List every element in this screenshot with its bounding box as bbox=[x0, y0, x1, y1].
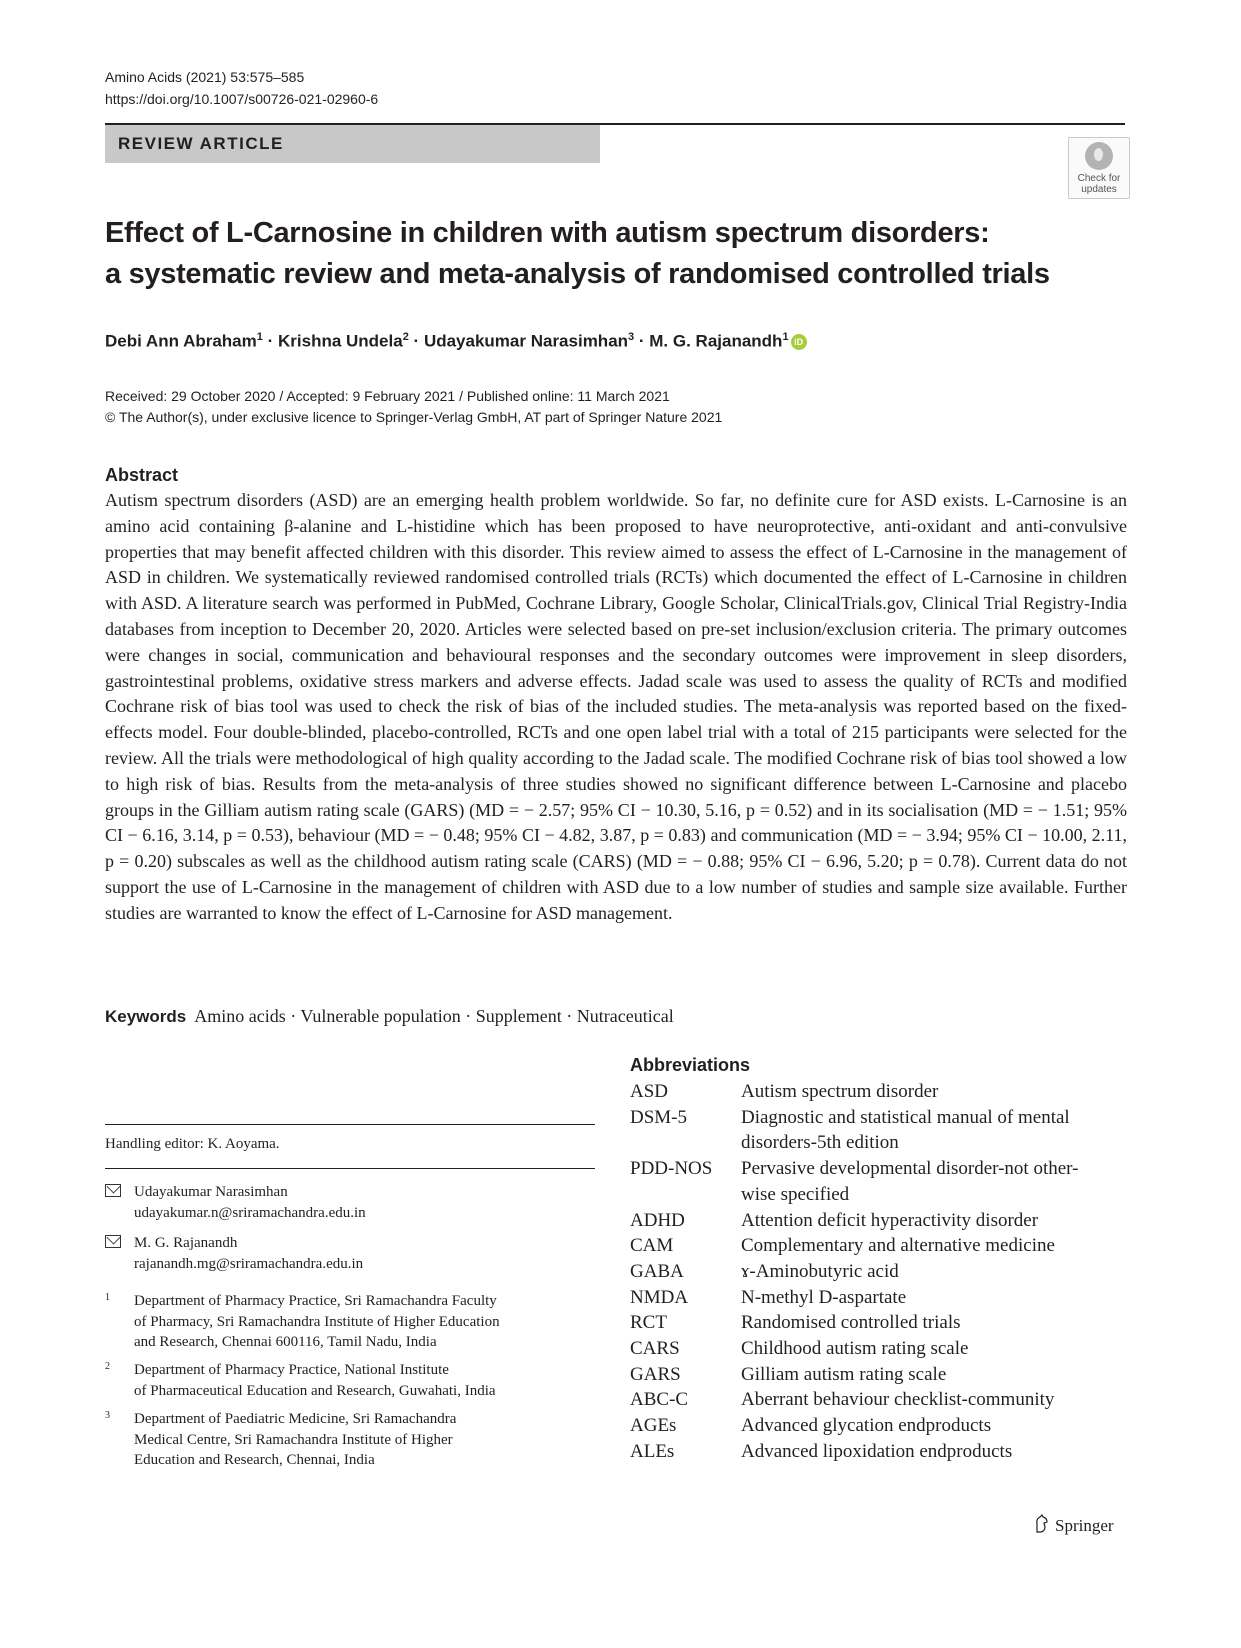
abbreviation-term: ALEs bbox=[630, 1440, 675, 1462]
abbreviation-term: PDD-NOS bbox=[630, 1158, 713, 1180]
definition-line: Attention deficit hyperactivity disorder bbox=[741, 1209, 1039, 1231]
definition-line: Aberrant behaviour checklist-community bbox=[741, 1389, 1055, 1411]
definition-line: Pervasive developmental disorder-not other- bbox=[741, 1158, 1079, 1180]
abbreviation-row bbox=[630, 1156, 1125, 1207]
abbreviation-row bbox=[630, 1310, 1125, 1336]
abbreviation-term: CAM bbox=[630, 1235, 674, 1257]
correspondence-name: Udayakumar Narasimhan bbox=[134, 1184, 288, 1200]
abbreviation-definition bbox=[741, 1208, 1125, 1234]
abbreviation-term: RCT bbox=[630, 1312, 667, 1334]
abstract-text: Autism spectrum disorders (ASD) are an emerging health problem worldwide. So far, no definite cure for ASD exists. L-Carnosine is an amino acid containing β-alanine and L-histidine which has been proposed to have neuroprotective, anti-oxidant and anti-convulsive properties that may benefit affected children with this disorder. This review aimed to assess the effect of L-Carnosine in the management of ASD in children. We systematically reviewed randomised controlled trials (RCTs) which documented the effect of L-Carnosine in children with ASD. A literature search was performed in PubMed, Cochrane Library, Google Scholar, ClinicalTrials.gov, Clinical Trial Registry-India databases from inception to December 20, 2020. Articles were selected based on pre-set inclusion/exclusion criteria. The primary outcomes were changes in social, communication and behavioural responses and the secondary outcomes were improvement in sleep disorders, gastrointestinal problems, oxidative stress markers and adverse effects. Jadad scale was used to assess the quality of RCTs and modified Cochrane risk of bias tool was used to check the risk of bias of the included studies. The meta-analysis was reported based on the fixed-effects model. Four double-blinded, placebo-controlled, RCTs and one open label trial with a total of 215 participants were selected for the review. All the trials were methodological of high quality according to the Jadad scale. The modified Cochrane risk of bias tool showed a low to high risk of bias. Results from the meta-analysis of three studies showed no significant difference between L-Carnosine and placebo groups in the Gilliam autism rating scale (GARS) (MD = − 2.57; 95% CI − 10.30, 5.16, p = 0.52) and in its socialisation (MD = − 1.51; 95% CI − 6.16, 3.14, p = 0.53), behaviour (MD = − 0.48; 95% CI − 4.82, 3.87, p = 0.83) and communication (MD = − 3.94; 95% CI − 10.00, 2.11, p = 0.20) subscales as well as the childhood autism rating scale (CARS) (MD = − 0.88; 95% CI − 6.96, 5.20; p = 0.78). Current data do not support the use of L-Carnosine in the management of children with ASD due to a low number of studies and sample size available. Further studies are warranted to know the effect of L-Carnosine for ASD management. bbox=[105, 490, 1127, 923]
envelope-icon bbox=[105, 1184, 121, 1197]
journal-info bbox=[105, 66, 378, 110]
abbreviations-heading: Abbreviations bbox=[630, 1055, 751, 1075]
definition-line: Diagnostic and statistical manual of mental bbox=[741, 1106, 1070, 1128]
author-affiliation-ref: 1 bbox=[782, 331, 789, 343]
journal-citation: Amino Acids (2021) 53:575–585 bbox=[105, 69, 305, 85]
abbreviation-term: AGEs bbox=[630, 1415, 677, 1437]
definition-line: Advanced glycation endproducts bbox=[741, 1415, 992, 1437]
affiliation-number: 1 bbox=[105, 1292, 110, 1303]
author-affiliation-ref: 1 bbox=[256, 331, 263, 343]
affiliation-line: of Pharmaceutical Education and Research, Guwahati, India bbox=[134, 1382, 496, 1399]
springer-horse-icon bbox=[1033, 1514, 1051, 1534]
abbreviation-term: DSM-5 bbox=[630, 1106, 688, 1128]
abbreviation-row bbox=[630, 1285, 1125, 1311]
affiliation-line: Department of Paediatric Medicine, Sri Ramachandra bbox=[134, 1411, 457, 1427]
abbreviation-row bbox=[630, 1413, 1125, 1439]
abbreviations-list bbox=[630, 1079, 1125, 1465]
author-name: Debi Ann Abraham bbox=[105, 331, 257, 351]
author-affiliation-ref: 3 bbox=[628, 331, 635, 343]
abbreviation-definition bbox=[741, 1362, 1125, 1388]
definition-line: Complementary and alternative medicine bbox=[741, 1235, 1055, 1257]
abbreviation-definition bbox=[741, 1259, 1125, 1285]
abbreviation-term: GABA bbox=[630, 1260, 684, 1282]
affiliation-line: of Pharmacy, Sri Ramachandra Institute of Higher Education bbox=[134, 1313, 500, 1330]
publisher-logo bbox=[1033, 1514, 1114, 1536]
abbreviation-term: ASD bbox=[630, 1081, 669, 1102]
check-for-updates-button[interactable] bbox=[1068, 137, 1130, 199]
definition-line: Randomised controlled trials bbox=[741, 1312, 961, 1334]
abbreviation-definition bbox=[741, 1413, 1125, 1439]
doi-link[interactable]: https://doi.org/10.1007/s00726-021-02960-6 bbox=[105, 91, 379, 107]
abbreviation-term: CARS bbox=[630, 1338, 680, 1360]
definition-line: disorders-5th edition bbox=[741, 1132, 899, 1154]
abbreviation-row bbox=[630, 1233, 1125, 1259]
envelope-icon bbox=[105, 1235, 121, 1248]
abbreviation-definition bbox=[741, 1233, 1125, 1259]
check-updates-icon bbox=[1085, 142, 1113, 170]
affiliation-line: and Research, Chennai 600116, Tamil Nadu, India bbox=[134, 1334, 437, 1350]
abbreviation-row bbox=[630, 1079, 1125, 1105]
definition-line: ɤ-Aminobutyric acid bbox=[741, 1260, 899, 1282]
publication-dates bbox=[105, 386, 722, 428]
copyright-notice: © The Author(s), under exclusive licence to Springer-Verlag GmbH, AT part of Springer Nature 2021 bbox=[105, 409, 723, 425]
abbreviation-definition bbox=[741, 1105, 1125, 1156]
keywords-list: Amino acids · Vulnerable population · Supplement · Nutraceutical bbox=[194, 1006, 674, 1026]
correspondence-entry bbox=[105, 1182, 575, 1223]
author-name: M. G. Rajanandh bbox=[649, 331, 783, 351]
publisher-name: Springer bbox=[1055, 1516, 1114, 1535]
affiliation-3 bbox=[105, 1409, 585, 1471]
abbreviation-row bbox=[630, 1336, 1125, 1362]
title-line-1: Effect of L-Carnosine in children with autism spectrum disorders: bbox=[105, 217, 990, 249]
affiliation-number: 2 bbox=[105, 1361, 110, 1372]
affiliation-line: Department of Pharmacy Practice, Sri Ramachandra Faculty bbox=[134, 1293, 497, 1309]
definition-line: N-methyl D-aspartate bbox=[741, 1286, 907, 1308]
author-affiliation-ref: 2 bbox=[402, 331, 409, 343]
orcid-icon[interactable]: iD bbox=[791, 334, 807, 350]
abbreviation-definition bbox=[741, 1387, 1125, 1413]
abbreviation-term: GARS bbox=[630, 1363, 681, 1385]
affiliation-line: Department of Pharmacy Practice, National Institute bbox=[134, 1362, 449, 1378]
abstract-heading: Abstract bbox=[105, 465, 179, 485]
author-name: Udayakumar Narasimhan bbox=[423, 331, 629, 351]
abbreviation-definition bbox=[741, 1156, 1125, 1207]
definition-line: Autism spectrum disorder bbox=[741, 1081, 939, 1102]
abbreviation-term: ABC-C bbox=[630, 1389, 689, 1411]
affiliation-line: Education and Research, Chennai, India bbox=[134, 1452, 375, 1468]
abbreviation-definition bbox=[741, 1439, 1125, 1465]
definition-line: Gilliam autism rating scale bbox=[741, 1363, 947, 1385]
article-title bbox=[105, 213, 1135, 295]
author-name: Krishna Undela bbox=[278, 331, 403, 351]
abbreviation-definition bbox=[741, 1336, 1125, 1362]
article-type-label: REVIEW ARTICLE bbox=[118, 134, 284, 153]
keywords bbox=[105, 1004, 674, 1029]
abbreviation-definition bbox=[741, 1310, 1125, 1336]
abbreviation-definition bbox=[741, 1285, 1125, 1311]
definition-line: Advanced lipoxidation endproducts bbox=[741, 1440, 1013, 1462]
abbreviation-definition bbox=[741, 1079, 1125, 1105]
definition-line: wise specified bbox=[741, 1183, 850, 1205]
check-updates-label: Check for updates bbox=[1077, 173, 1121, 195]
keywords-heading: Keywords bbox=[105, 1007, 187, 1026]
received-accepted-published: Received: 29 October 2020 / Accepted: 9 February 2021 / Published online: 11 March 2021 bbox=[105, 388, 670, 404]
affiliation-line: Medical Centre, Sri Ramachandra Institute of Higher bbox=[134, 1431, 453, 1448]
abbreviation-row bbox=[630, 1362, 1125, 1388]
affiliation-number: 3 bbox=[105, 1410, 110, 1421]
abbreviation-row bbox=[630, 1387, 1125, 1413]
affiliation-2 bbox=[105, 1360, 585, 1401]
handling-editor: Handling editor: K. Aoyama. bbox=[105, 1136, 280, 1152]
footnote-divider bbox=[105, 1168, 595, 1169]
abbreviation-term: NMDA bbox=[630, 1286, 689, 1308]
title-line-2: a systematic review and meta-analysis of randomised controlled trials bbox=[105, 258, 1050, 290]
abbreviation-row bbox=[630, 1105, 1125, 1156]
affiliation-1 bbox=[105, 1291, 585, 1353]
abbreviation-row bbox=[630, 1439, 1125, 1465]
correspondence-email[interactable]: rajanandh.mg@sriramachandra.edu.in bbox=[134, 1255, 364, 1272]
abbreviation-term: ADHD bbox=[630, 1209, 685, 1231]
correspondence-name: M. G. Rajanandh bbox=[134, 1235, 238, 1251]
abbreviation-row bbox=[630, 1208, 1125, 1234]
footnote-divider bbox=[105, 1124, 595, 1125]
abbreviation-row bbox=[630, 1259, 1125, 1285]
correspondence-entry bbox=[105, 1233, 575, 1274]
correspondence-email[interactable]: udayakumar.n@sriramachandra.edu.in bbox=[134, 1204, 366, 1221]
author-list: Debi Ann Abraham$^1$ · Krishna Undela$^2$ · Udayakumar Narasimhan$^3$ · M. G. Rajanandh$^1$ iD bbox=[105, 325, 807, 354]
definition-line: Childhood autism rating scale bbox=[741, 1338, 969, 1360]
